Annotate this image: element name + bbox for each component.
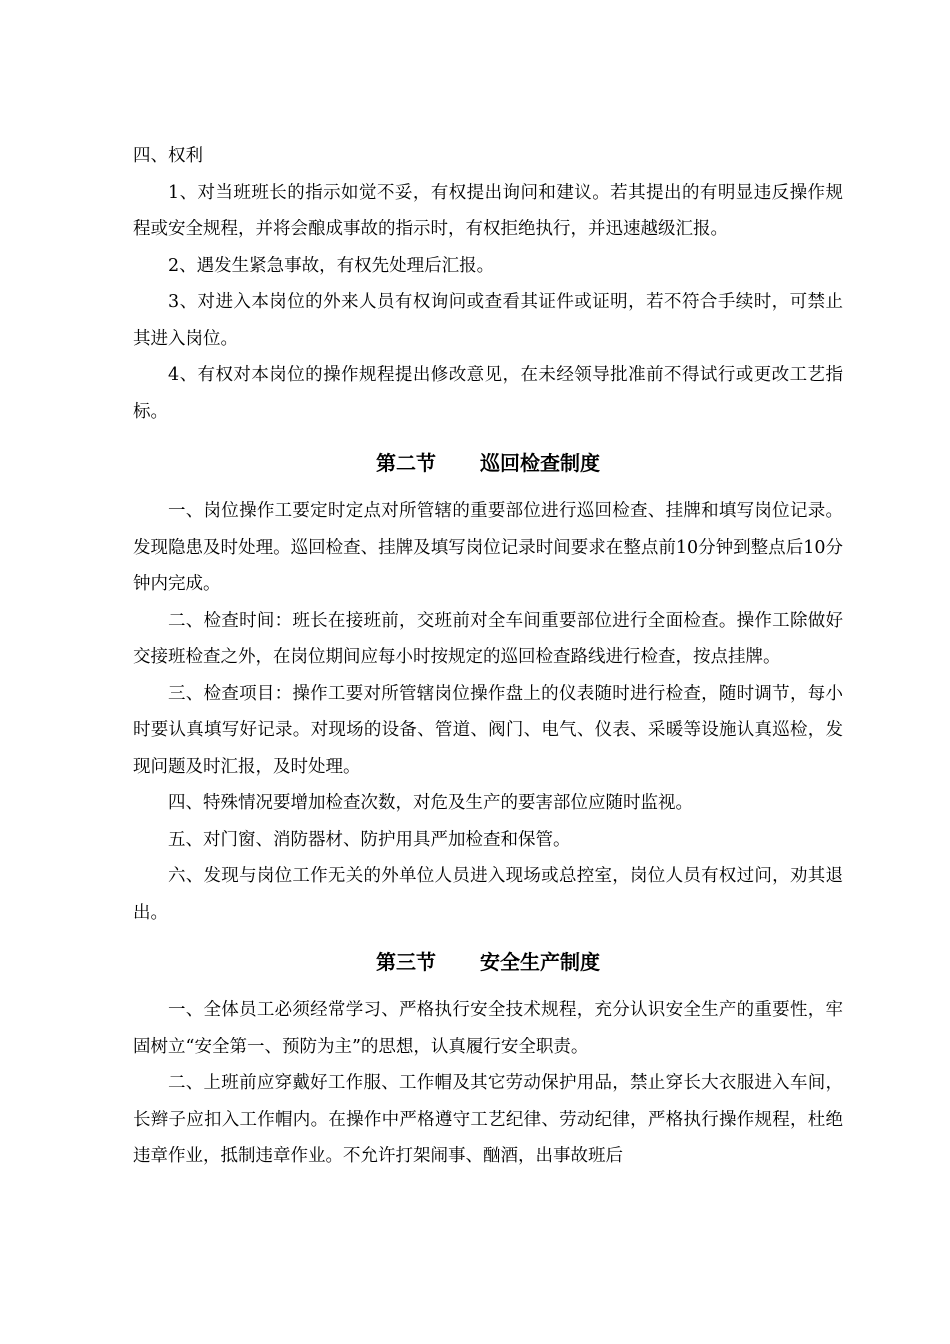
section-3-paragraph-2: 二、上班前应穿戴好工作服、工作帽及其它劳动保护用品，禁止穿长大衣服进入车间，长辫子应扣入工作帽内。在操作中严格遵守工艺纪律、劳动纪律，严格执行操作规程，杜绝违章作业，抵制违章作业。不允许打架闹事、酗酒，出事故班后 bbox=[133, 1073, 843, 1166]
document-page bbox=[133, 138, 843, 1175]
section-2-title: 巡回检查制度 bbox=[480, 451, 600, 475]
section-3-title: 安全生产制度 bbox=[480, 950, 600, 974]
section-3-number: 第三节 bbox=[376, 950, 436, 974]
section-3-paragraph-1: 一、全体员工必须经常学习、严格执行安全技术规程，充分认识安全生产的重要性，牢固树立“安全第一、预防为主”的思想，认真履行安全职责。 bbox=[133, 1000, 843, 1057]
rights-paragraph-1: 1、对当班班长的指示如觉不妥，有权提出询问和建议。若其提出的有明显违反操作规程或安全规程，并将会酿成事故的指示时，有权拒绝执行，并迅速越级汇报。 bbox=[133, 182, 843, 239]
rights-paragraph-3: 3、对进入本岗位的外来人员有权询问或查看其证件或证明，若不符合手续时，可禁止其进入岗位。 bbox=[133, 292, 843, 349]
section-2-paragraph-4: 四、特殊情况要增加检查次数，对危及生产的要害部位应随时监视。 bbox=[168, 793, 693, 813]
rights-paragraph-4: 4、有权对本岗位的操作规程提出修改意见，在未经领导批准前不得试行或更改工艺指标。 bbox=[133, 365, 843, 422]
section-2-paragraph-1: 一、岗位操作工要定时定点对所管辖的重要部位进行巡回检查、挂牌和填写岗位记录。发现隐患及时处理。巡回检查、挂牌及填写岗位记录时间要求在整点前10分钟到整点后10分钟内完成。 bbox=[133, 501, 843, 594]
rights-heading: 四、权利 bbox=[133, 146, 203, 166]
section-2-heading bbox=[133, 445, 843, 481]
section-2-number: 第二节 bbox=[376, 451, 436, 475]
section-2-paragraph-6: 六、发现与岗位工作无关的外单位人员进入现场或总控室，岗位人员有权过问，劝其退出。 bbox=[133, 866, 843, 923]
section-2-paragraph-5: 五、对门窗、消防器材、防护用具严加检查和保管。 bbox=[168, 829, 571, 850]
section-3-heading bbox=[133, 944, 843, 980]
section-2-paragraph-2: 二、检查时间：班长在接班前，交班前对全车间重要部位进行全面检查。操作工除做好交接班检查之外，在岗位期间应每小时按规定的巡回检查路线进行检查，按点挂牌。 bbox=[133, 610, 843, 667]
section-2-paragraph-3: 三、检查项目：操作工要对所管辖岗位操作盘上的仪表随时进行检查，随时调节，每小时要认真填写好记录。对现场的设备、管道、阀门、电气、仪表、采暖等设施认真巡检，发现问题及时汇报，及时处理。 bbox=[133, 683, 843, 777]
rights-paragraph-2: 2、遇发生紧急事故，有权先处理后汇报。 bbox=[168, 255, 495, 276]
